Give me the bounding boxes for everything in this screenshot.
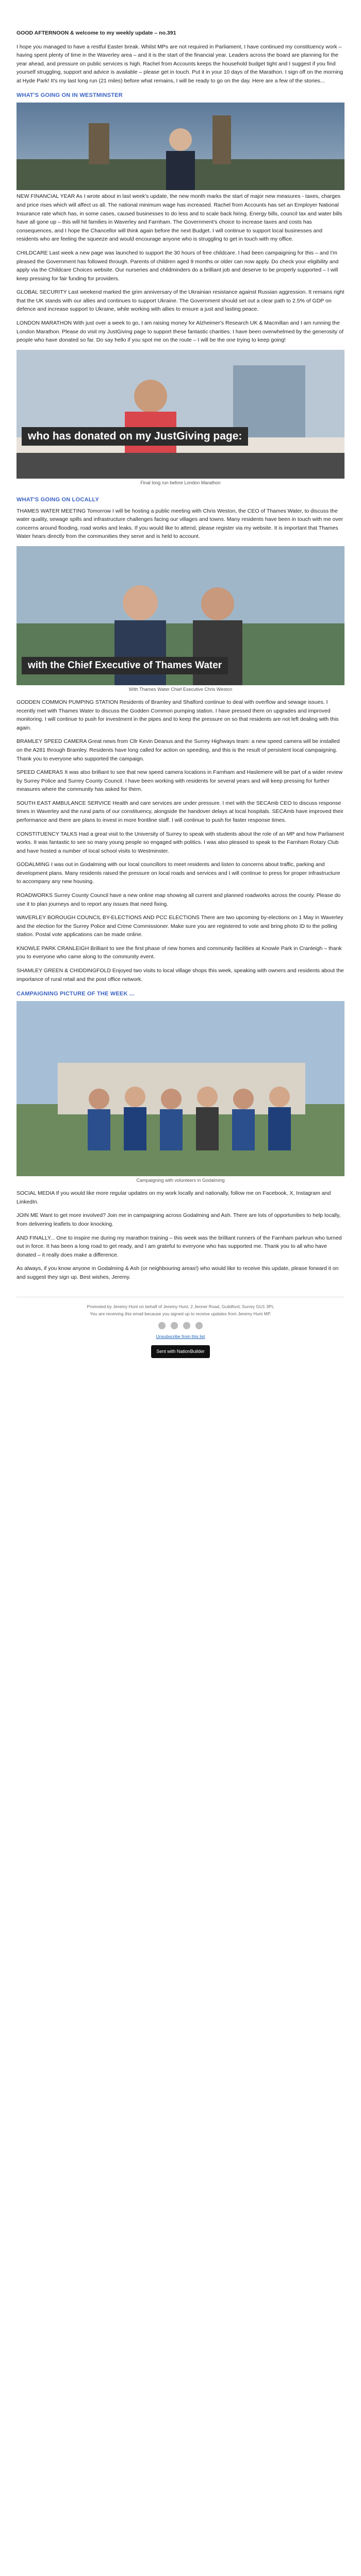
para-south-east-ambulance: SOUTH EAST AMBULANCE SERVICE Health and care services are under pressure. I met with the SECAmb CEO to discuss response times in Waverley and the rural parts of our constituency, alongside the handover delays at local hospitals. SECAmb have improved their performance and there are plans to invest in more frontline staff. I will continue to push for faster response times. <box>17 800 343 823</box>
footer-promoted: Promoted by Jeremy Hunt on behalf of Jeremy Hunt, 2 Jenner Road, Guildford, Surrey GU1 3PL <box>87 1304 274 1310</box>
unsubscribe-link[interactable]: Unsubscribe from this list <box>156 1333 205 1339</box>
para-join-me: JOIN ME Want to get more involved? Join me in campaigning across Godalming and Ash. There are lots of opportunities to help locally, from delivering leaflets to door knocking. <box>17 1212 341 1227</box>
sent-with-badge[interactable]: Sent with NationBuilder <box>151 1345 210 1358</box>
para-thames-water: THAMES WATER MEETING Tomorrow I will be hosting a public meeting with Chris Weston, the CEO of Thames Water, to discuss the water quality, sewage spills and infrastructure challenges facing our villages and towns. Many residents have been in touch with me over concerns around flooding, road works and leaks. If you would like to attend, please register via my website. It is important that Thames Water hears directly from the communities they serve and is held to account. <box>17 507 343 540</box>
para-knowle-park: KNOWLE PARK CRANLEIGH Brilliant to see the first phase of new homes and community facilities at Knowle Park in Cranleigh – thank you to everyone who came along to the community event. <box>17 945 342 960</box>
para-london-marathon: LONDON MARATHON With just over a week to go, I am raising money for Alzheimer's Research UK & Macmillan and I am running the London Marathon. Please do visit my JustGiving page to support these fantastic charities. I have been overwhelmed by the generosity of people who have donated so far. Do say hello if you spot me on the route – I will be the one trying to keep going! <box>17 319 343 344</box>
donation-caption-wrap <box>17 479 344 489</box>
para-waverley-elections: WAVERLEY BOROUGH COUNCIL BY-ELECTIONS AND PCC ELECTIONS There are two upcoming by-elections on 1 May in Waverley and the election for the Surrey Police and Crime Commissioner. Make sure you are registered to vote and bring photo ID to the polling station. Postal vote applications can be made online. <box>17 914 343 938</box>
linkedin-icon[interactable] <box>195 1322 203 1329</box>
greeting: GOOD AFTERNOON & welcome to my weekly update – no.391 <box>17 30 176 36</box>
para-social-media: SOCIAL MEDIA If you would like more regular updates on my work locally and nationally, follow me on Facebook, X, Instagram and LinkedIn. <box>17 1190 331 1205</box>
campaign-caption: Campaigning with volunteers in Godalming <box>136 1178 225 1183</box>
para-sign-off: As always, if you know anyone in Godalming & Ash (or neighbouring areas!) who would like to receive this update, please forward it on and suggest they sign up. Best wishes, Jeremy. <box>17 1265 339 1280</box>
para-shamley-green: SHAMLEY GREEN & CHIDDINGFOLD Enjoyed two visits to local village shops this week, speaking with owners and residents about the importance of rural retail and the post office network. <box>17 968 344 982</box>
para-childcare: CHILDCARE Last week a new page was launched to support the 30 hours of free childcare. I had been campaigning for this – and I'm pleased the Government has followed through. Parents of children aged 9 months or older can now apply. Do check your eligibility and apply via the Childcare Choices website. Our nurseries and childminders do a brilliant job and deserve to be properly supported – I will keep pressing for fair funding for providers. <box>17 249 339 282</box>
para-finally: AND FINALLY... One to inspire me during my marathon training – this week was the brilliant runners of the Farnham parkrun who turned out in force. It has been a long road to get ready, and I am grateful to everyone who has supported me. Thank you to all who have donated – it really does make a difference. <box>17 1234 342 1258</box>
para-godden: GODDEN COMMON PUMPING STATION Residents of Bramley and Shalford continue to deal with overflow and sewage issues. I recently met with Thames Water to discuss the Godden Common pumping station. I have pressed them on upgrades and improved monitoring. I will continue to push for investment in the pipes and to keep the pressure on so that residents are not left dealing with this again. <box>17 699 339 731</box>
photo-campaign <box>17 1001 344 1176</box>
thames-banner: with the Chief Executive of Thames Water <box>22 657 228 674</box>
campaign-photo-svg <box>17 1001 344 1176</box>
thames-caption-wrap <box>17 685 344 696</box>
photo-thames <box>17 546 344 685</box>
section-heading-westminster: WHAT'S GOING ON IN WESTMINSTER <box>17 92 123 99</box>
facebook-icon[interactable] <box>158 1322 166 1329</box>
section-heading-locally: WHAT'S GOING ON LOCALLY <box>17 496 99 503</box>
footer-received: You are receiving this email because you signed up to receive updates from Jeremy Hunt MP. <box>90 1311 271 1317</box>
para-godalming: GODALMING I was out in Godalming with our local councillors to meet residents and listen to concerns about traffic, parking and development plans. Many residents raised the pressure on local roads and services and I will continue to press for proper infrastructure to accompany any new housing. <box>17 861 340 885</box>
photo-donations <box>17 350 344 479</box>
para-global-security: GLOBAL SECURITY Last weekend marked the grim anniversary of the Ukrainian resistance against Russian aggression. It remains right that the UK stands with our allies and continues to support Ukraine. The Government should set out a clear path to 2.5% of GDP on defence and increase support to Ukraine, while working with allies to ensure a just and lasting peace. <box>17 289 344 313</box>
westminster-photo-svg <box>17 103 344 190</box>
x-icon[interactable] <box>171 1322 178 1329</box>
donation-caption: Final long run before London Marathon <box>140 480 221 485</box>
footer <box>17 1297 344 1358</box>
para-new-financial-year: NEW FINANCIAL YEAR As I wrote about in last week's update, the new month marks the start of major new measures - taxes, charges and price rises which will affect us all. The national minimum wage has increased. Rachel from Accounts has set an Employer National Insurance rate which has, in some cases, caused businesses to do less and to scale back hiring. Energy bills, council tax and water bills have all gone up – this will hit families in Waverley and Farnham. The Government's choice to increase taxes and costs has consequences, and I hope the Chancellor will think again before the next Budget. I will continue to support local businesses and residents who are feeling the squeeze and would encourage anyone who is struggling to get in touch with my office. <box>17 193 342 243</box>
donation-banner: who has donated on my JustGiving page: <box>22 427 248 446</box>
instagram-icon[interactable] <box>183 1322 190 1329</box>
intro-paragraph: I hope you managed to have a restful Easter break. Whilst MPs are not required in Parliament, I have continued my constituency work – having spent plenty of time in the Waverley area – and it is the start of the financial year. Leaders across the board are planning for the year ahead, and pressure on public services is high. Rachel from Accounts keeps the household budget tight and I suggest if you find yourself struggling, support and advice is available – please get in touch. Put it in your 10 days of the Marathon. I sign off on the morning at Hyde Park! It's my last long run (21 miles) before what remains, I will be ready to go on the day. Here are a few of the stories... <box>17 43 343 84</box>
campaign-caption-wrap <box>17 1176 344 1187</box>
newsletter <box>17 0 344 1358</box>
photo-westminster <box>17 103 344 190</box>
para-speed-cameras: SPEED CAMERAS It was also brilliant to see that new speed camera locations in Farnham and Haslemere will be part of a wider review by Surrey Police and Surrey County Council. I have been working with residents for several years and will keep pressing for further measures where the community has asked for them. <box>17 769 343 793</box>
para-bramley-speed: BRAMLEY SPEED CAMERA Great news from Cllr Kevin Deanus and the Surrey Highways team: a new speed camera will be installed on the A281 through Bramley. Residents have long called for action on speeding, and this is the result of persistent local campaigning. Thank you to everyone who supported the campaign. <box>17 738 340 762</box>
section-heading-campaign: CAMPAIGNING PICTURE OF THE WEEK ... <box>17 991 135 997</box>
thames-caption: With Thames Water Chief Executive Chris Weston <box>128 687 233 692</box>
para-surrey-roadworks: ROADWORKS Surrey County Council have a new online map showing all current and planned roadworks across the county. Please do use it to plan journeys and to report any issues that need fixing. <box>17 892 341 907</box>
donation-photo-svg <box>17 350 344 479</box>
social-icons <box>17 1322 344 1329</box>
para-constituency-talks: CONSTITUENCY TALKS Had a great visit to the University of Surrey to speak with students about the role of an MP and how Parliament works. It was fantastic to see so many young people so engaged with politics. I was also pleased to speak to the Farnham Rotary Club and have hosted a number of local school visits to Westminster. <box>17 831 344 854</box>
